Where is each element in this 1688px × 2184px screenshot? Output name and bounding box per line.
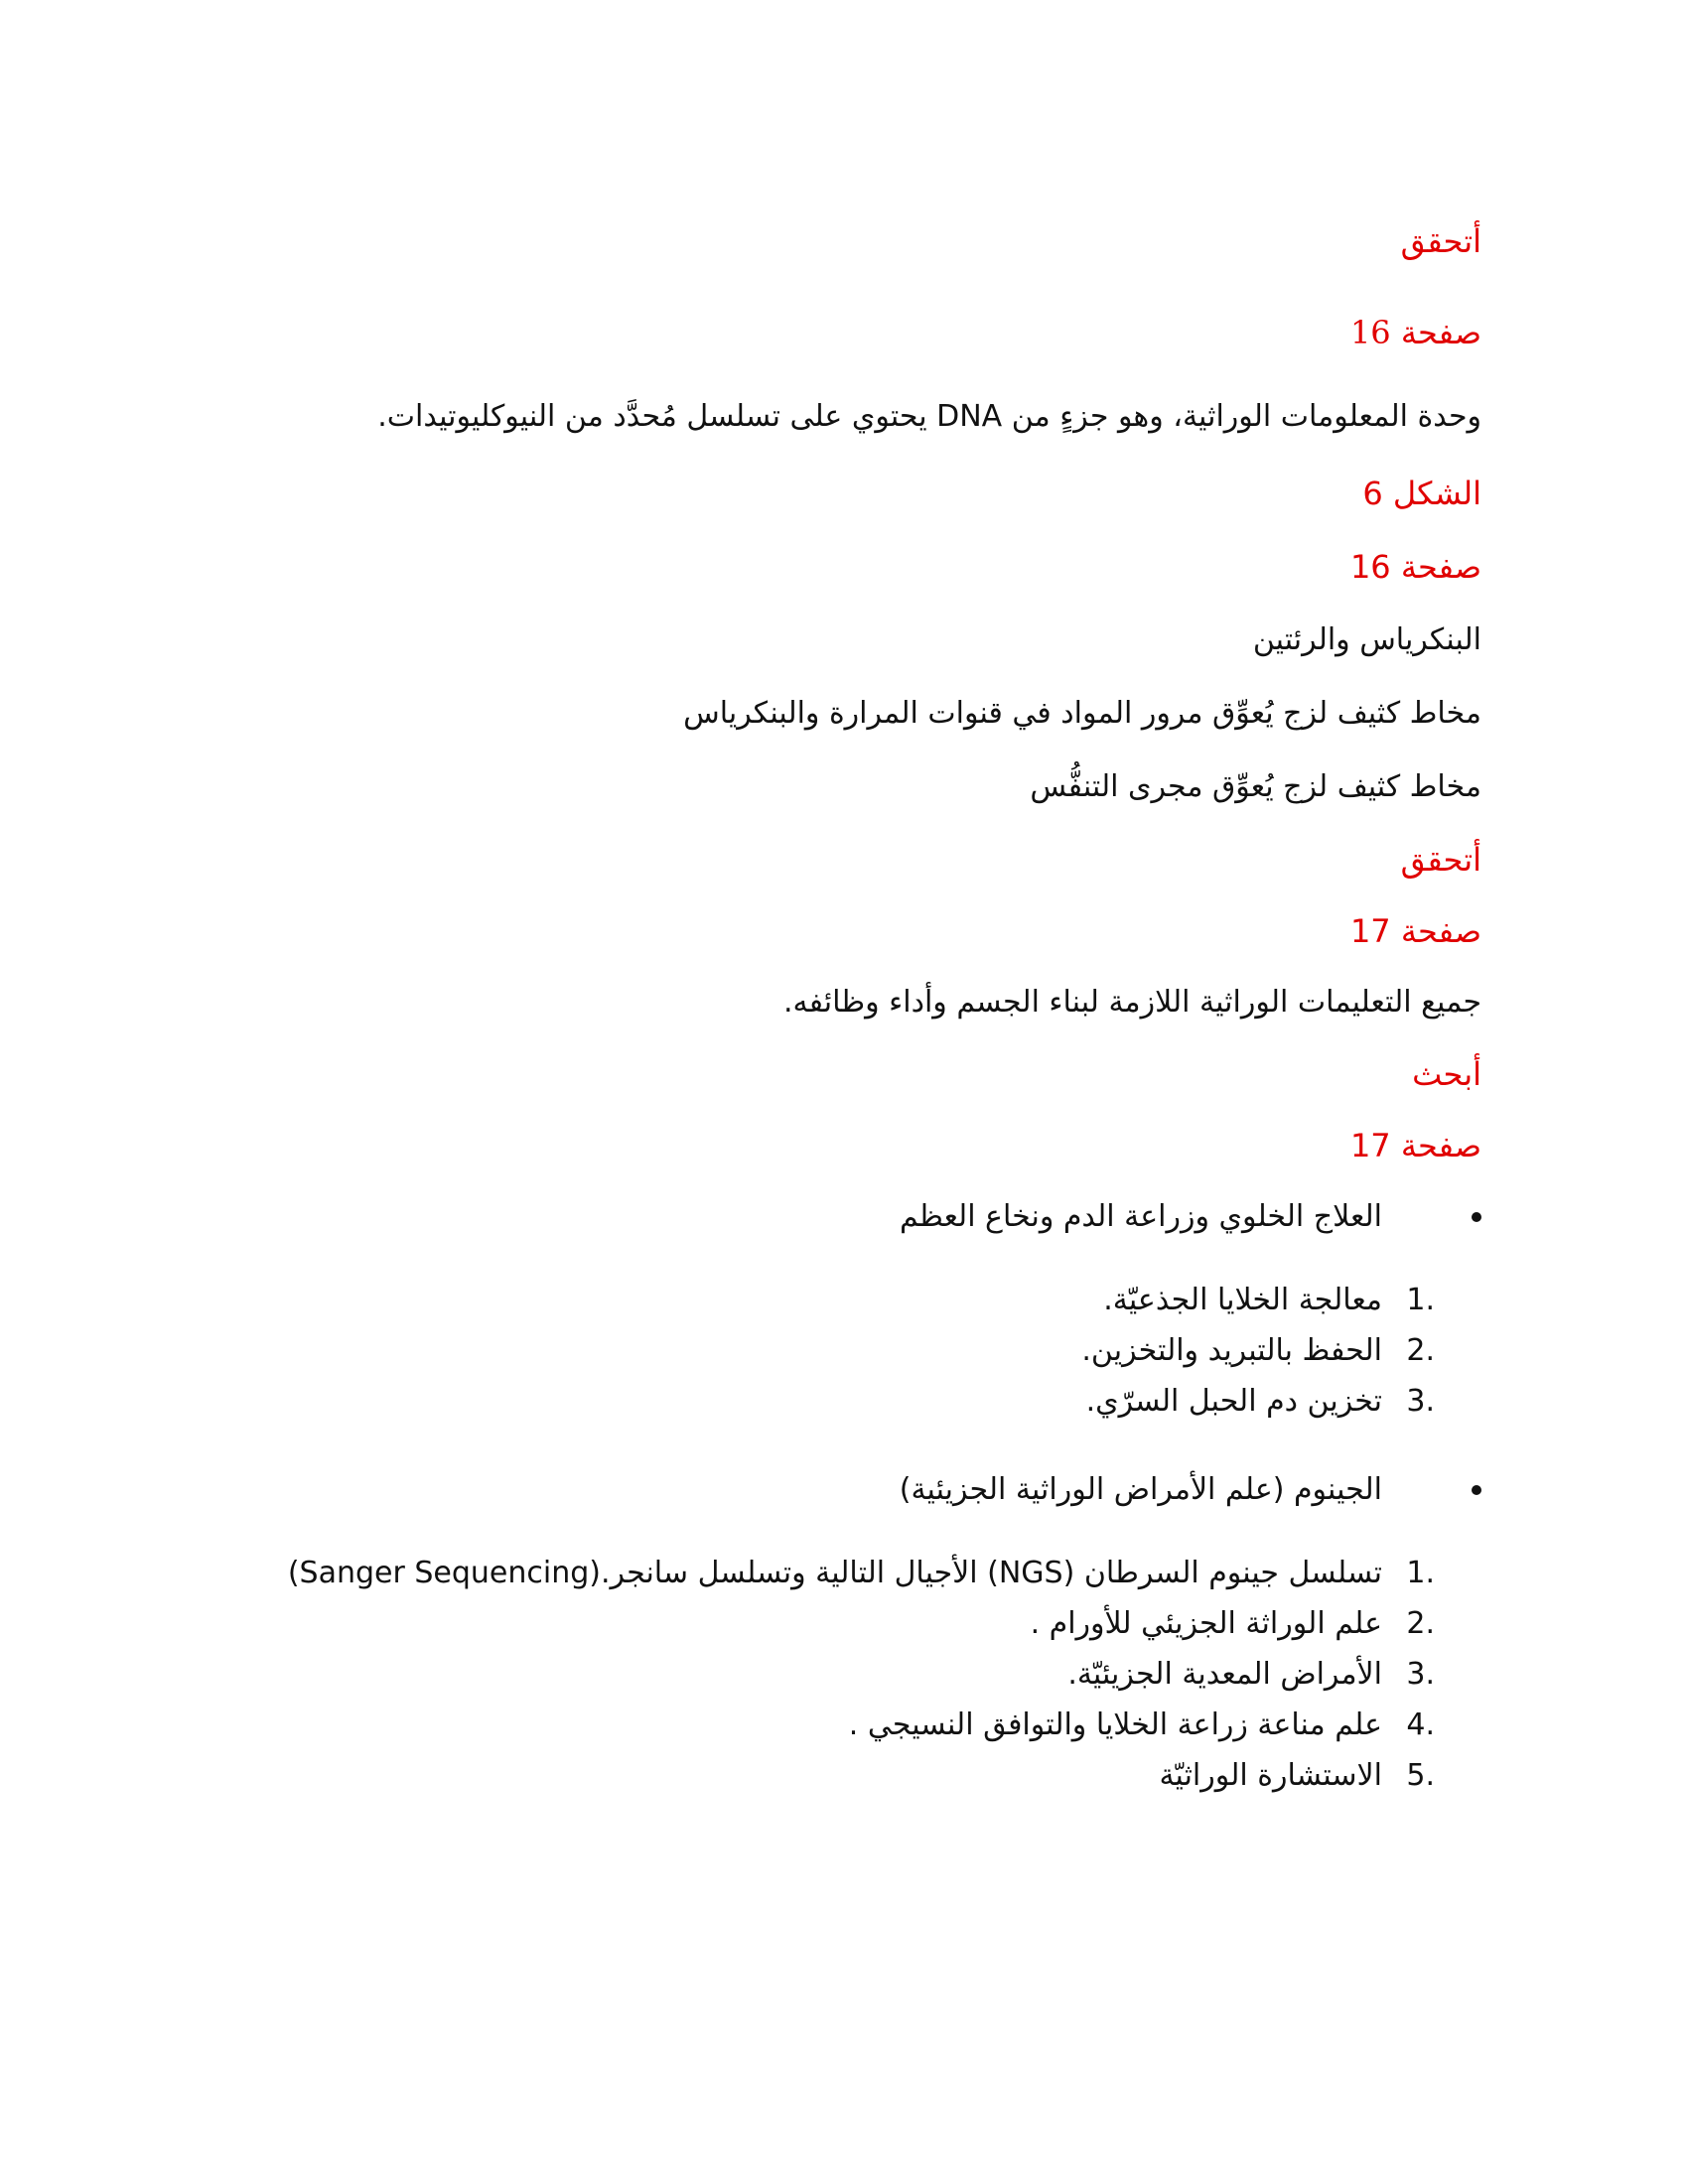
list-number: 4. <box>1406 1707 1435 1742</box>
list-number: 2. <box>1406 1333 1435 1368</box>
list-item-text: علم مناعة زراعة الخلايا والتوافق النسيجي . <box>848 1707 1382 1742</box>
heading-page-number: صفحة 16 <box>1349 548 1481 586</box>
list-number: 3. <box>1406 1384 1435 1419</box>
heading-verify: أتحقق <box>1400 841 1481 879</box>
list-number: 3. <box>1406 1657 1435 1692</box>
bullet-dot-icon <box>1472 1485 1481 1495</box>
list-item <box>199 1376 1481 1427</box>
list-number: 1. <box>1406 1556 1435 1590</box>
list-item <box>199 1325 1481 1376</box>
list-item <box>199 1649 1481 1700</box>
gene-definition: وحدة المعلومات الوراثية، وهو جزءٍ من DNA يحتوي على تسلسل مُحدَّد من النيوكليوتيدات. <box>377 399 1481 434</box>
numbered-list <box>199 1548 1481 1801</box>
organs-answer: البنكرياس والرئتين <box>1252 622 1481 657</box>
list-item <box>199 1275 1481 1325</box>
list-item-text: الاستشارة الوراثيّة <box>1159 1758 1382 1793</box>
heading-figure: الشكل 6 <box>1362 475 1481 512</box>
heading-page-number: صفحة 17 <box>1349 1127 1481 1164</box>
list-item <box>199 1700 1481 1750</box>
list-item-text: تسلسل جينوم السرطان (NGS) الأجيال التالية وتسلسل سانجر.(Sanger Sequencing) <box>287 1556 1382 1590</box>
list-item <box>199 1750 1481 1801</box>
bullet-item <box>199 1454 1481 1526</box>
list-item-text: الحفظ بالتبريد والتخزين. <box>1081 1333 1382 1368</box>
heading-page-number: صفحة 16 <box>1349 314 1481 351</box>
bullet-item <box>199 1181 1481 1253</box>
heading-verify: أتحقق <box>1400 222 1481 260</box>
numbered-list <box>199 1275 1481 1427</box>
list-item-text: تخزين دم الحبل السرّي. <box>1085 1384 1382 1419</box>
list-number: 2. <box>1406 1606 1435 1641</box>
mucus-pancreas-answer: مخاط كثيف لزج يُعوِّق مرور المواد في قنوات المرارة والبنكرياس <box>683 696 1481 731</box>
list-number: 1. <box>1406 1283 1435 1317</box>
list-item-text: الأمراض المعدية الجزيئيّة. <box>1067 1657 1382 1692</box>
genome-definition: جميع التعليمات الوراثية اللازمة لبناء الجسم وأداء وظائفه. <box>782 985 1481 1020</box>
bullet-title: الجينوم (علم الأمراض الوراثية الجزيئية) <box>899 1472 1382 1507</box>
list-item-text: علم الوراثة الجزيئي للأورام . <box>1030 1606 1382 1641</box>
heading-page-number: صفحة 17 <box>1349 912 1481 950</box>
bullet-title: العلاج الخلوي وزراعة الدم ونخاع العظم <box>900 1199 1382 1234</box>
list-item <box>199 1598 1481 1649</box>
mucus-airway-answer: مخاط كثيف لزج يُعوِّق مجرى التنفُّس <box>1030 769 1481 804</box>
bullet-dot-icon <box>1472 1212 1481 1222</box>
list-item-text: معالجة الخلايا الجذعيّة. <box>1103 1283 1382 1317</box>
heading-research: أبحث <box>1412 1055 1481 1093</box>
list-item <box>199 1548 1481 1598</box>
list-number: 5. <box>1406 1758 1435 1793</box>
